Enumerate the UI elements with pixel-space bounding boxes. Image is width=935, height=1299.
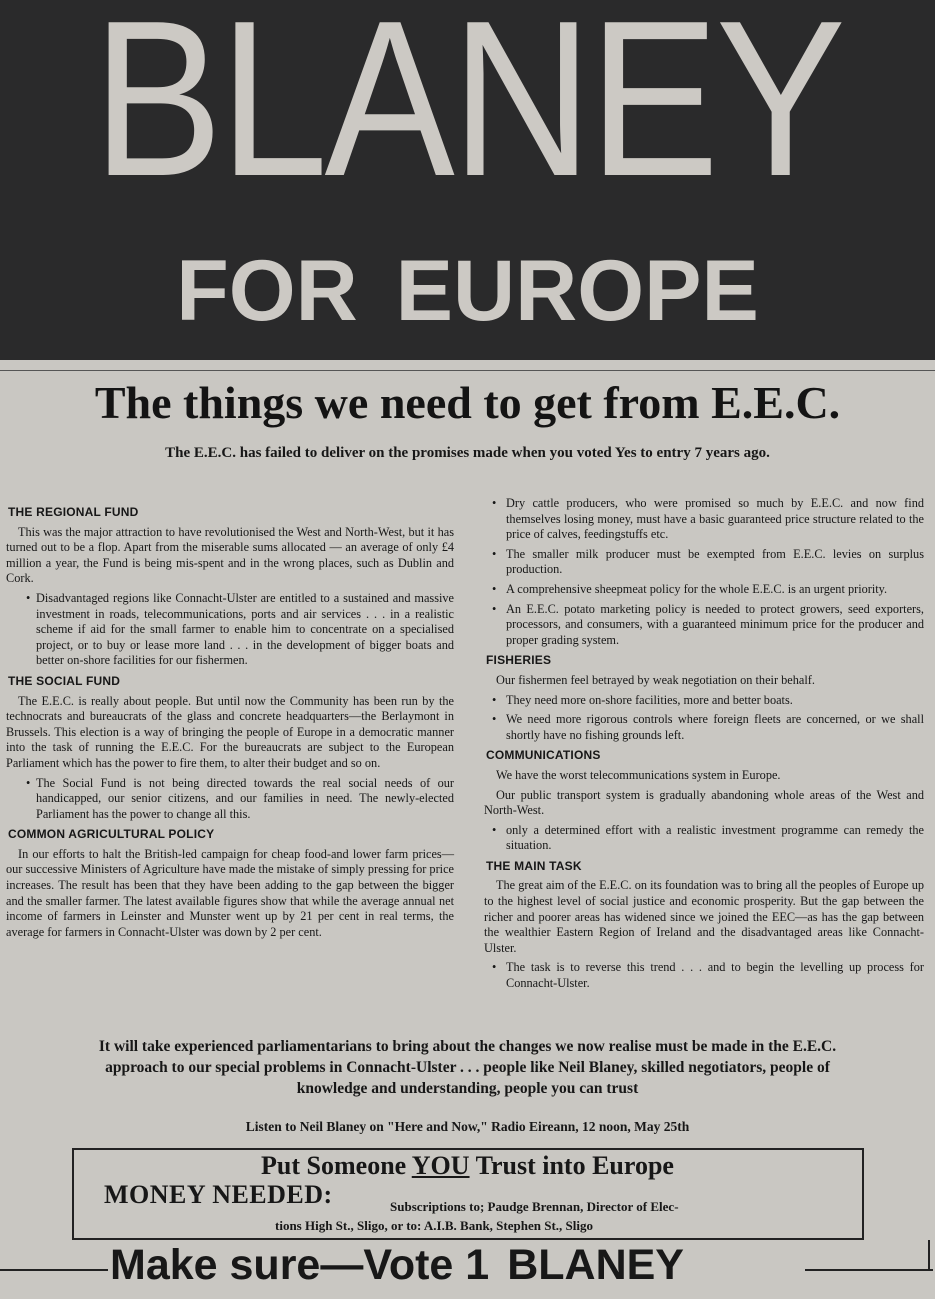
social-fund-bullet	[6, 776, 454, 823]
bullet-icon: •	[492, 546, 497, 561]
communications-bullet	[484, 823, 924, 854]
subhead: The E.E.C. has failed to deliver on the promises made when you voted Yes to entry 7 years ago.	[165, 445, 770, 461]
divider	[805, 1269, 933, 1271]
agri-bullet	[484, 496, 924, 543]
divider	[0, 370, 935, 371]
main-task-bullet	[484, 960, 924, 991]
fisheries-text: Our fishermen feel betrayed by weak negotiation on their behalf.	[496, 672, 815, 687]
masthead	[0, 0, 935, 360]
bullet-text: They need more on-shore facilities, more and better boats.	[506, 692, 793, 707]
divider	[0, 1269, 108, 1271]
communications-text: Our public transport system is gradually abandoning whole areas of the West and North-West.	[484, 787, 924, 818]
bullet-icon: •	[492, 601, 497, 616]
put-pre: Put Someone	[261, 1151, 407, 1180]
bullet-text: only a determined effort with a realistic investment programme can remedy the situation.	[506, 822, 924, 853]
bullet-icon: •	[492, 712, 497, 727]
bullet-text: We need more rigorous controls where foreign fleets are concerned, or we shall shortly have no fishing grounds left.	[506, 712, 924, 742]
cap-heading: COMMON AGRICULTURAL POLICY	[8, 827, 215, 842]
main-task-heading: THE MAIN TASK	[486, 858, 582, 873]
put-you: YOU	[411, 1151, 470, 1180]
headline: The things we need to get from E.E.C.	[94, 377, 841, 428]
bullet-icon: •	[492, 692, 497, 707]
regional-fund-text: This was the major attraction to have revolutionised the West and North-West, but it has turned out to be a flop. Apart from the miserable sums allocated — an average of only £4 million a year, the Fund is being mis-spent and in the wrong places, such as Dublin and Cork.	[6, 524, 454, 586]
main-task-text: The great aim of the E.E.C. on its foundation was to bring all the peoples of Europe up to the highest level of social justice and economic prosperity. But the gap between the richer and poorer areas has widened since we joined the EEC—as has the gap between the wealthier Eastern Region of Ireland and the disadvantaged areas like Connacht-Ulster.	[484, 878, 924, 955]
subscriptions-line-2: tions High St., Sligo, or to: A.I.B. Bank, Stephen St., Sligo	[275, 1218, 593, 1233]
bullet-icon: •	[492, 822, 497, 837]
bullet-icon: •	[26, 590, 31, 605]
bullet-icon: •	[492, 496, 497, 510]
put-post: Trust into Europe	[475, 1151, 674, 1180]
fisheries-bullet	[484, 693, 924, 709]
right-column	[484, 496, 924, 996]
social-fund-heading: THE SOCIAL FUND	[8, 673, 121, 688]
left-column	[6, 500, 454, 944]
cap-text: In our efforts to halt the British-led campaign for cheap food-and lower farm prices—our successive Ministers of Agriculture have made the mistake of simply pressing for price increases. The result has been that they have been adding to the gap between the bigger and the smaller farmer. The latest available figures show that while the average annual net income of farmers in Leinster and Munster went up by 21 per cent in real terms, the average for farmers in Connacht-Ulster was down by 2 per cent.	[6, 846, 454, 939]
subscriptions-line-1: Subscriptions to; Paudge Brennan, Director of Elec-	[390, 1199, 679, 1214]
bullet-text: The task is to reverse this trend . . . and to begin the levelling up process for Connacht-Ulster.	[506, 960, 924, 991]
candidate-name: BLANEY	[507, 1241, 684, 1289]
bullet-text: Dry cattle producers, who were promised so much by E.E.C. and now find themselves losing money, must have a basic guaranteed price structure related to the price of calves, feedingstuffs etc.	[506, 496, 924, 542]
bullet-text: A comprehensive sheepmeat policy for the whole E.E.C. is an urgent priority.	[506, 581, 888, 596]
divider	[928, 1240, 930, 1271]
fisheries-bullet	[484, 712, 924, 743]
money-needed-label: MONEY NEEDED:	[104, 1180, 333, 1209]
agri-bullet	[484, 602, 924, 649]
put-someone-line	[0, 1150, 935, 1181]
bullet-text: The smaller milk producer must be exempted from E.E.C. levies on surplus production.	[506, 546, 924, 577]
bullet-icon: •	[492, 960, 497, 975]
social-fund-text: The E.E.C. is really about people. But until now the Community has been run by the technocrats and bureaucrats of the glass and concrete headquarters—the Berlaymont in Brussels. This election is a way of bringing the people of Europe in a democratic manner into the task of running the E.E.C. For the bureaucrats are subject to the European Parliament which has the power to fire them, to alter their budget and so on.	[6, 693, 454, 770]
fisheries-heading: FISHERIES	[486, 653, 552, 668]
bullet-text: The Social Fund is not being directed towards the real social needs of our handicapped, our senior citizens, and our families in need. The newly-elected Parliament has the power to change all this.	[36, 775, 454, 821]
radio-notice: Listen to Neil Blaney on "Here and Now," Radio Eireann, 12 noon, May 25th	[245, 1119, 690, 1134]
masthead-subtitle: FOR EUROPE	[176, 243, 759, 339]
bullet-text: An E.E.C. potato marketing policy is needed to protect growers, seed exporters, processors, and consumers, with a guaranteed minimum price for the producer and proper grading system.	[506, 601, 924, 647]
vote-slogan	[110, 1241, 684, 1289]
masthead-title: BLANEY	[92, 0, 843, 223]
communications-text: We have the worst telecommunications system in Europe.	[496, 767, 781, 782]
bullet-icon: •	[26, 775, 31, 790]
closing-statement: It will take experienced parliamentarians to bring about the changes we now realise must be made in the E.E.C. approach to our special problems in Connacht-Ulster . . . people like Neil Blaney, skilled negotiators, people of knowledge and understanding, people you can trust	[98, 1038, 837, 1097]
bullet-text: Disadvantaged regions like Connacht-Ulster are entitled to a sustained and massive investment in roads, telecommunications, ports and air services . . . in a realistic scheme if aid for the small farmer to enable him to concentrate on a specialised project, or to buy or lease more land . . . in the development of bigger boats and better on-shore facilities for our fishermen.	[36, 590, 454, 668]
vote-text: Make sure—Vote 1	[110, 1241, 490, 1289]
bullet-icon: •	[492, 581, 497, 596]
regional-fund-bullet	[6, 591, 454, 669]
communications-heading: COMMUNICATIONS	[486, 748, 601, 763]
regional-fund-heading: THE REGIONAL FUND	[8, 505, 139, 519]
agri-bullet	[484, 547, 924, 578]
agri-bullet	[484, 582, 924, 598]
